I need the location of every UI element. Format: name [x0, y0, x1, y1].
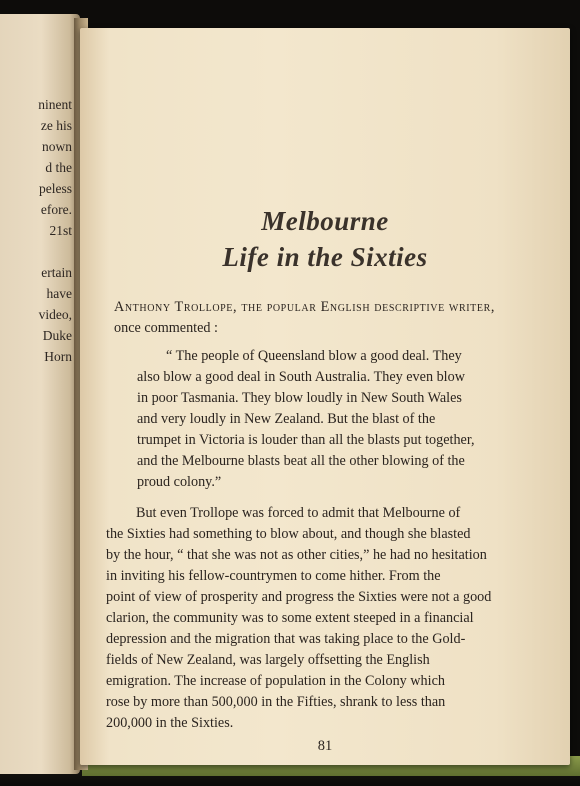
- paragraph-line: But even Trollope was forced to admit that Melbourne of: [136, 505, 461, 521]
- intro-line: once commented :: [114, 320, 219, 336]
- left-page-line: peless: [39, 181, 72, 196]
- paragraph-line: by the hour, “ that she was not as other cities,” he had no hesitation: [106, 547, 487, 563]
- paragraph-line: clarion, the community was to some extent steeped in a financial: [106, 610, 474, 626]
- page-number: 81: [317, 738, 333, 754]
- paragraph-line: in inviting his fellow-countrymen to come hither. From the: [106, 568, 441, 584]
- left-page-line: Horn: [44, 349, 72, 364]
- left-page-line: Duke: [42, 328, 72, 343]
- quote-line: proud colony.”: [137, 474, 222, 490]
- left-page-line: nown: [42, 139, 72, 154]
- paragraph-line: point of view of prosperity and progress the Sixties were not a good: [106, 589, 492, 605]
- left-page-line: video,: [38, 307, 72, 322]
- paragraph-line: emigration. The increase of population in the Colony which: [106, 673, 445, 689]
- left-page-line: 21st: [49, 223, 72, 238]
- chapter-title: Melbourne: [261, 206, 389, 236]
- paragraph-line: fields of New Zealand, was largely offsetting the English: [106, 652, 430, 668]
- quote-line: and very loudly in New Zealand. But the blast of the: [137, 411, 436, 427]
- left-page-line: have: [46, 286, 72, 301]
- quote-line: and the Melbourne blasts beat all the other blowing of the: [137, 453, 465, 469]
- paragraph-line: rose by more than 500,000 in the Fifties, shrank to less than: [106, 694, 446, 710]
- chapter-subtitle: Life in the Sixties: [222, 242, 428, 272]
- quote-line: trumpet in Victoria is louder than all the blasts put together,: [137, 432, 475, 448]
- paragraph-line: 200,000 in the Sixties.: [106, 715, 234, 731]
- quote-line: also blow a good deal in South Australia. They even blow: [137, 369, 465, 385]
- left-page-line: ertain: [41, 265, 72, 280]
- paragraph-line: depression and the migration that was taking place to the Gold-: [106, 631, 466, 647]
- left-page-line: ninent: [38, 97, 72, 112]
- paragraph-line: the Sixties had something to blow about, and though she blasted: [106, 526, 471, 542]
- left-page-line: d the: [45, 160, 72, 175]
- quote-line: in poor Tasmania. They blow loudly in New South Wales: [137, 390, 462, 406]
- intro-line: Anthony Trollope, the popular English descriptive writer,: [114, 299, 495, 315]
- left-page-line: ze his: [40, 118, 72, 133]
- left-page: [0, 14, 80, 774]
- quote-line: “ The people of Queensland blow a good deal. They: [166, 348, 462, 364]
- left-page-line: efore.: [40, 202, 72, 217]
